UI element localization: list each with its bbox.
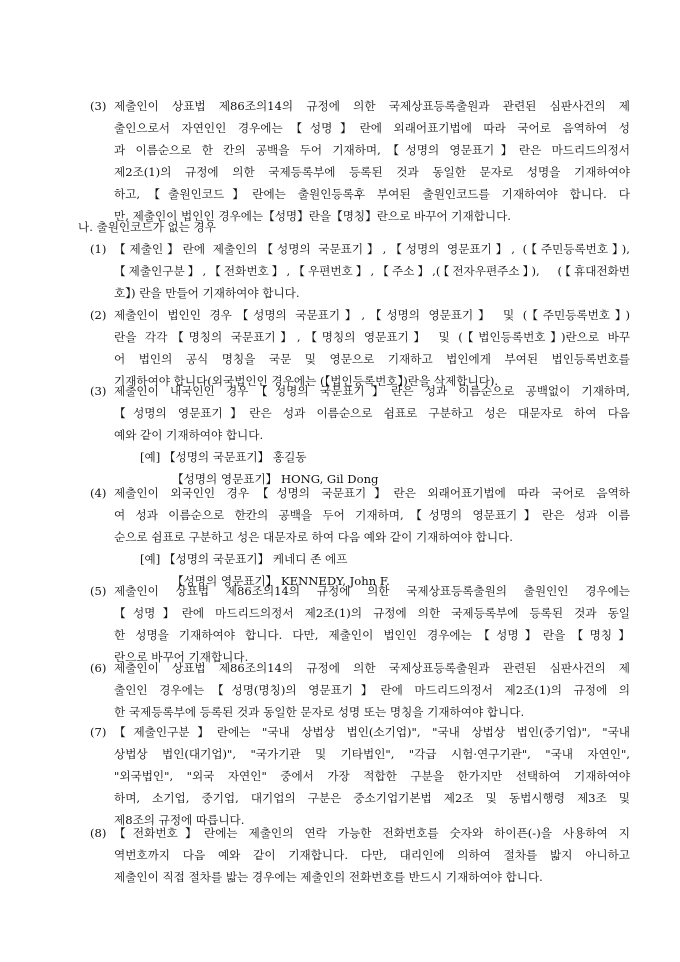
item-number: (5) xyxy=(90,584,107,598)
text-line: 【전화번호】란에는 제출인의 연락 가능한 전화번호를 숫자와 하이픈(-)을 사용하여 지 xyxy=(114,826,630,840)
item-number: (3) xyxy=(90,99,107,113)
text-line: 제출인이 직접 절차를 밟는 경우에는 제출인의 전화번호를 반드시 기재하여야 합니다. xyxy=(114,870,543,884)
item-b7 xyxy=(90,721,630,831)
item-b6 xyxy=(90,657,630,723)
text-line: 어 법인의 공식 명칭을 국문 및 영문으로 기재하고 법인에게 부여된 법인등록번호를 xyxy=(114,352,630,366)
example-line: 【성명의 영문표기】 KENNEDY, John F. xyxy=(172,574,390,588)
item-b1 xyxy=(90,238,630,304)
item-b8 xyxy=(90,822,630,888)
text-line: 예와 같이 기재하여야 합니다. xyxy=(114,428,264,442)
item-number: (6) xyxy=(90,661,107,675)
item-number: (1) xyxy=(90,242,107,256)
text-line: 역번호까지 다음 예와 같이 기재합니다. 다만, 대리인에 의하여 절차를 밟지 아니하고 xyxy=(114,848,630,862)
text-line: 란으로 바꾸어 기재합니다. xyxy=(114,650,249,664)
text-line: 제출인이 법인인 경우【성명의 국문표기】,【성명의 영문표기】 및 (【주민등록번호】) xyxy=(114,308,630,322)
item-b2 xyxy=(90,304,630,392)
text-line: 하고,【출원인코드】란에는 출원인등록후 부여된 출원인코드를 기재하여야 합니다. 다 xyxy=(114,187,630,201)
text-line: 과 이름순으로 한 칸의 공백을 두어 기재하며,【성명의 영문표기】란은 마드리드의정서 xyxy=(114,143,630,157)
text-line: 제출인이 외국인인 경우【성명의 국문표기】란은 외래어표기법에 따라 국어로 음역하 xyxy=(114,486,630,500)
text-line: 제출인이 내국인인 경우【성명의 국문표기】란은 성과 이름순으로 공백없이 기재하며, xyxy=(114,384,630,398)
text-line: 출인으로서 자연인인 경우에는【성명】란에 외래어표기법에 따라 국어로 음역하여 성 xyxy=(114,121,630,135)
text-line: 제8조의 규정에 따릅니다. xyxy=(114,813,245,827)
section-heading: 나. 출원인코드가 없는 경우 xyxy=(78,220,216,234)
text-line: 제출인이 상표법 제86조의14의 규정에 의한 국제상표등록출원과 관련된 심판사건의 제 xyxy=(114,661,630,675)
text-line: 출인인 경우에는【성명(명칭)의 영문표기】란에 마드리드의정서 제2조(1)의 규정에 의 xyxy=(114,683,630,697)
text-line: 【성명의 영문표기】란은 성과 이름순으로 쉼표로 구분하고 성은 대문자로 하여 다음 xyxy=(114,406,630,420)
example-line: [예] 【성명의 국문표기】 케네디 존 에프 xyxy=(140,552,348,566)
item-number: (8) xyxy=(90,826,107,840)
item-number: (2) xyxy=(90,308,107,322)
example-line: [예] 【성명의 국문표기】 홍길동 xyxy=(140,450,307,464)
text-line: 한 성명을 기재하여야 합니다. 다만, 제출인이 법인인 경우에는【성명】란을【명칭】 xyxy=(114,628,630,642)
item-a3 xyxy=(90,95,630,227)
text-line: 【성명】란에 마드리드의정서 제2조(1)의 규정에 의한 국제등록부에 등록된 것과 동일 xyxy=(114,606,630,620)
item-b4 xyxy=(90,482,630,592)
text-line: 【제출인구분】란에는 "국내 상법상 법인(소기업)", "국내 상법상 법인(중기업)", "국내 xyxy=(114,725,630,739)
item-b5 xyxy=(90,580,630,668)
item-number: (3) xyxy=(90,384,107,398)
text-line: 제출인이 상표법 제86조의14의 규정에 의한 국제상표등록출원의 출원인인 경우에는 xyxy=(114,584,630,598)
text-line: 한 국제등록부에 등록된 것과 동일한 문자로 성명 또는 명칭을 기재하여야 합니다. xyxy=(114,705,525,719)
item-b3 xyxy=(90,380,630,490)
text-line: 란을 각각【명칭의 국문표기】,【명칭의 영문표기】 및 (【법인등록번호】)란으로 바꾸 xyxy=(114,330,630,344)
text-line: 【제출인구분】,【전화번호】,【우편번호】,【주소】,(【전자우편주소】), (【휴대전화번 xyxy=(114,264,630,278)
text-line: 호】) 란을 만들어 기재하여야 합니다. xyxy=(114,286,300,300)
text-line: 【제출인】란에 제출인의【성명의 국문표기】,【성명의 영문표기】, (【주민등록번호】), xyxy=(114,242,630,256)
text-line: 하며, 소기업, 중기업, 대기업의 구분은 중소기업기본법 제2조 및 동법시행령 제3조 및 xyxy=(114,791,630,805)
text-line: 여 성과 이름순으로 한칸의 공백을 두어 기재하며,【성명의 영문표기】란은 성과 이름 xyxy=(114,508,630,522)
example-line: 【성명의 영문표기】 HONG, Gil Dong xyxy=(172,472,379,486)
text-line: 순으로 쉼표로 구분하고 성은 대문자로 하여 다음 예와 같이 기재하여야 합니다. xyxy=(114,530,513,544)
text-line: 제출인이 상표법 제86조의14의 규정에 의한 국제상표등록출원과 관련된 심판사건의 제 xyxy=(114,99,630,113)
text-line: "외국법인", "외국 자연인" 중에서 가장 적합한 구분을 한가지만 선택하여 기재하여야 xyxy=(114,769,630,783)
text-line: 만, 제출인이 법인인 경우에는【성명】란을【명칭】란으로 바꾸어 기재합니다. xyxy=(114,209,511,223)
text-line: 기재하여야 합니다(외국법인인 경우에는 (【법인등록번호】)란을 삭제합니다). xyxy=(114,374,499,388)
text-line: 상법상 법인(대기업)", "국가기관 및 기타법인", "각급 시험·연구기관", "국내 자연인", xyxy=(114,747,630,761)
text-line: 제2조(1)의 규정에 의한 국제등록부에 등록된 것과 동일한 문자로 성명을 기재하여야 xyxy=(114,165,630,179)
item-number: (7) xyxy=(90,725,107,739)
item-number: (4) xyxy=(90,486,107,500)
